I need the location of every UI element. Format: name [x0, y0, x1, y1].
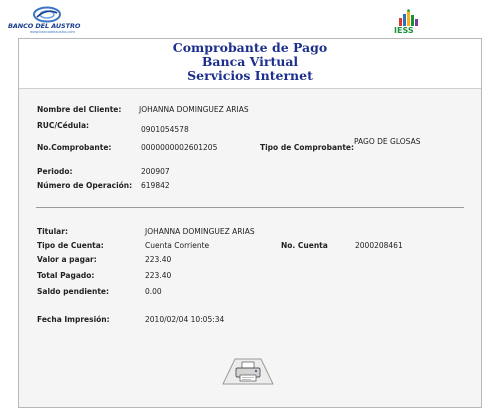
printer-icon [221, 357, 275, 385]
account-number-value: 2000208461 [355, 241, 403, 250]
total-paid-label: Total Pagado: [37, 271, 95, 280]
print-date-value: 2010/02/04 10:05:34 [145, 315, 225, 324]
iess-logo [394, 9, 424, 37]
amount-due-label: Valor a pagar: [37, 255, 97, 264]
voucher-type-value: PAGO DE GLOSAS [354, 137, 421, 146]
iess-label: IESS [394, 26, 414, 35]
voucher-type-label: Tipo de Comprobante: [260, 143, 355, 152]
client-name-label: Nombre del Cliente: [37, 105, 122, 114]
client-name-value: JOHANNA DOMINGUEZ ARIAS [139, 105, 249, 114]
title-line-3: Servicios Internet [187, 68, 313, 83]
bank-logo-icon [32, 6, 62, 23]
holder-value: JOHANNA DOMINGUEZ ARIAS [145, 227, 255, 236]
period-value: 200907 [141, 167, 170, 176]
print-button[interactable] [221, 357, 275, 385]
period-label: Periodo: [37, 167, 73, 176]
print-date-label: Fecha Impresión: [37, 315, 110, 324]
ruc-value: 0901054578 [141, 125, 189, 134]
operation-number-label: Número de Operación: [37, 181, 133, 190]
bank-logo [8, 6, 88, 36]
balance-value: 0.00 [145, 287, 162, 296]
receipt-frame [18, 38, 482, 408]
bank-name: BANCO DEL AUSTRO [8, 22, 81, 30]
account-type-value: Cuenta Corriente [145, 241, 210, 250]
balance-label: Saldo pendiente: [37, 287, 109, 296]
holder-label: Titular: [37, 227, 68, 236]
title-line-1: Comprobante de Pago [172, 40, 328, 55]
voucher-number-label: No.Comprobante: [37, 143, 112, 152]
ruc-label: RUC/Cédula: [37, 121, 90, 130]
section-divider [36, 207, 464, 208]
account-number-label: No. Cuenta [281, 241, 328, 250]
operation-number-value: 619842 [141, 181, 170, 190]
bank-tagline: www.bancodelaustro.com [30, 30, 75, 34]
iess-logo-icon [394, 9, 424, 27]
receipt-title [19, 39, 481, 89]
amount-due-value: 223.40 [145, 255, 172, 264]
voucher-number-value: 0000000002601205 [141, 143, 218, 152]
account-type-label: Tipo de Cuenta: [37, 241, 104, 250]
total-paid-value: 223.40 [145, 271, 172, 280]
title-line-2: Banca Virtual [201, 54, 299, 69]
